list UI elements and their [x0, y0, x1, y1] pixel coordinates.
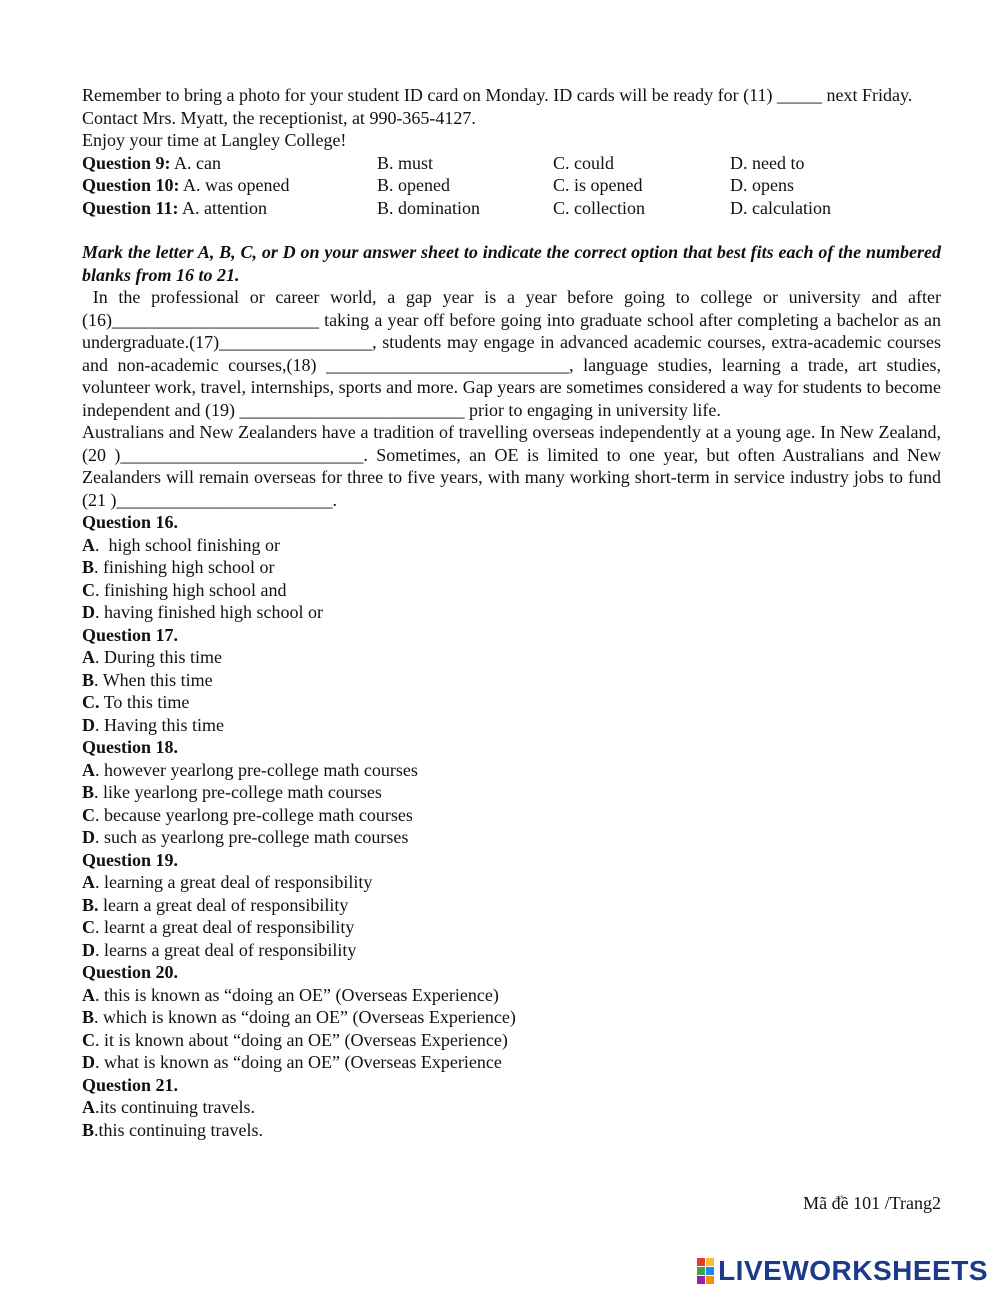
question-title: Question 17. [82, 624, 179, 645]
option-text: . During this time [95, 647, 222, 667]
option-text: .its continuing travels. [95, 1097, 255, 1117]
logo-block [697, 1258, 705, 1266]
logo-block [706, 1267, 714, 1275]
question-block [82, 624, 941, 737]
answer-option[interactable] [82, 556, 941, 579]
option-letter: A [82, 1097, 95, 1117]
option-letter: D [82, 939, 95, 960]
option-text: . because yearlong pre-college math courses [95, 804, 413, 825]
answer-option[interactable] [82, 1119, 941, 1142]
intro-line: Contact Mrs. Myatt, the receptionist, at 990-365-4127. [82, 107, 476, 128]
answer-option[interactable] [82, 871, 941, 894]
answer-option[interactable] [82, 984, 941, 1007]
intro-line: Remember to bring a photo for your student ID card on Monday. ID cards will be ready for (11) _____ next Friday. [82, 85, 913, 105]
option-text: . Having this time [95, 714, 224, 735]
logo-block [706, 1258, 714, 1266]
question-block [82, 736, 941, 849]
answer-option[interactable] [82, 1051, 941, 1074]
option-b[interactable]: B. must [377, 152, 434, 173]
option-text: . such as yearlong pre-college math courses [95, 827, 409, 847]
option-letter: A [82, 534, 95, 555]
option-letter: A [82, 759, 95, 780]
option-text: . what is known as “doing an OE” (Overseas Experience [95, 1052, 502, 1072]
question-block [82, 849, 941, 962]
question-list [82, 511, 941, 1141]
answer-option[interactable] [82, 804, 941, 827]
option-letter: D [82, 827, 95, 847]
answer-option[interactable] [82, 916, 941, 939]
question-block [82, 511, 941, 624]
option-b[interactable]: B. opened [377, 175, 450, 195]
answer-option[interactable] [82, 894, 941, 917]
option-letter: B. [82, 894, 99, 915]
logo-block [706, 1276, 714, 1284]
liveworksheets-logo [697, 1255, 988, 1287]
option-text: learn a great deal of responsibility [98, 894, 349, 915]
question-title: Question 19. [82, 849, 179, 870]
option-d[interactable]: D. need to [730, 152, 805, 173]
question-title: Question 21. [82, 1074, 179, 1095]
logo-blocks-icon [697, 1258, 714, 1284]
answer-option[interactable] [82, 1006, 941, 1029]
answer-option[interactable] [82, 759, 941, 782]
option-b[interactable]: B. domination [377, 197, 480, 218]
answer-option[interactable] [82, 601, 941, 624]
option-text: . having finished high school or [95, 602, 323, 622]
option-text: . learns a great deal of responsibility [95, 939, 357, 960]
answer-option[interactable] [82, 714, 941, 737]
option-a[interactable]: A. was opened [183, 175, 290, 195]
option-letter: D [82, 714, 95, 735]
option-letter: D [82, 1052, 95, 1072]
option-letter: C [82, 1029, 95, 1050]
answer-option[interactable] [82, 1096, 941, 1119]
option-d[interactable]: D. calculation [730, 197, 831, 218]
answer-option[interactable] [82, 646, 941, 669]
option-text: . however yearlong pre-college math courses [95, 759, 418, 780]
option-letter: B [82, 1119, 95, 1140]
option-letter: D [82, 602, 95, 622]
option-text: . finishing high school or [94, 557, 275, 577]
option-c[interactable]: C. could [553, 152, 614, 173]
option-letter: A [82, 872, 95, 892]
logo-block [697, 1267, 705, 1275]
answer-option[interactable] [82, 579, 941, 602]
cloze-question-row [82, 197, 941, 220]
option-text: . learning a great deal of responsibility [95, 872, 373, 892]
question-title: Question 16. [82, 512, 179, 532]
page-footer: Mã đề 101 /Trang2 [803, 1193, 941, 1213]
passage-paragraph: Australians and New Zealanders have a tradition of travelling overseas independently at a young age. In New Zealand, (20 )___________________________. Sometimes, an OE is limited to one year, but often Australians and New Zealanders will remain overseas for three to five years, with many working short-term in service industry jobs to fund (21 )________________________. [82, 422, 941, 510]
answer-option[interactable] [82, 826, 941, 849]
option-c[interactable]: C. is opened [553, 175, 643, 195]
answer-option[interactable] [82, 534, 941, 557]
option-letter: B [82, 782, 95, 802]
option-text: . this is known as “doing an OE” (Overseas Experience) [95, 984, 499, 1005]
answer-option[interactable] [82, 1029, 941, 1052]
option-text: . like yearlong pre-college math courses [94, 782, 382, 802]
intro-line: Enjoy your time at Langley College! [82, 130, 347, 150]
logo-text: LIVEWORKSHEETS [718, 1255, 988, 1286]
option-letter: A [82, 984, 95, 1005]
question-title: Question 18. [82, 737, 179, 757]
question-label: Question 9: [82, 152, 171, 173]
answer-option[interactable] [82, 939, 941, 962]
logo-block [697, 1276, 705, 1284]
option-letter: A [82, 647, 95, 667]
answer-option[interactable] [82, 781, 941, 804]
option-letter: B [82, 557, 95, 577]
section-instruction: Mark the letter A, B, C, or D on your answer sheet to indicate the correct option that best fits each of the numbered blanks from 16 to 21. [82, 242, 941, 285]
option-text: .this continuing travels. [94, 1119, 263, 1140]
option-c[interactable]: C. collection [553, 197, 645, 218]
option-text: . which is known as “doing an OE” (Overseas Experience) [94, 1007, 516, 1027]
question-label: Question 11: [82, 197, 179, 218]
option-text: . it is known about “doing an OE” (Overseas Experience) [95, 1029, 508, 1050]
option-letter: C [82, 804, 95, 825]
option-d[interactable]: D. opens [730, 175, 794, 195]
option-letter: C [82, 579, 95, 600]
cloze-question-row [82, 174, 941, 197]
cloze-question-row [82, 152, 941, 175]
option-text: . When this time [94, 669, 213, 690]
question-label: Question 10: [82, 175, 180, 195]
option-text: . learnt a great deal of responsibility [95, 917, 355, 937]
option-text: . finishing high school and [95, 579, 287, 600]
option-text: To this time [99, 692, 190, 712]
answer-option[interactable] [82, 691, 941, 714]
option-a[interactable]: A. can [174, 152, 222, 173]
answer-option[interactable] [82, 669, 941, 692]
option-letter: B [82, 669, 95, 690]
question-block [82, 961, 941, 1074]
passage-paragraph: In the professional or career world, a gap year is a year before going to college or university and after (16)_______________________ taking a year off before going into graduate school after completing a bachelor as an undergraduate.(17)_________________, students may engage in advanced academic courses, extra-academic courses and non-academic courses,(18) ___________________________, language studies, learning a trade, art studies, volunteer work, travel, internships, sports and more. Gap years are sometimes considered a way for students to become independent and (19) _________________________ prior to engaging in university life. [82, 287, 946, 420]
option-letter: C [82, 917, 95, 937]
option-letter: B [82, 1007, 95, 1027]
option-text: . high school finishing or [95, 534, 280, 555]
option-a[interactable]: A. attention [182, 197, 268, 218]
question-title: Question 20. [82, 962, 179, 982]
option-letter: C. [82, 692, 100, 712]
cloze-question-table [82, 152, 941, 220]
question-block [82, 1074, 941, 1142]
worksheet-page [82, 84, 946, 1141]
